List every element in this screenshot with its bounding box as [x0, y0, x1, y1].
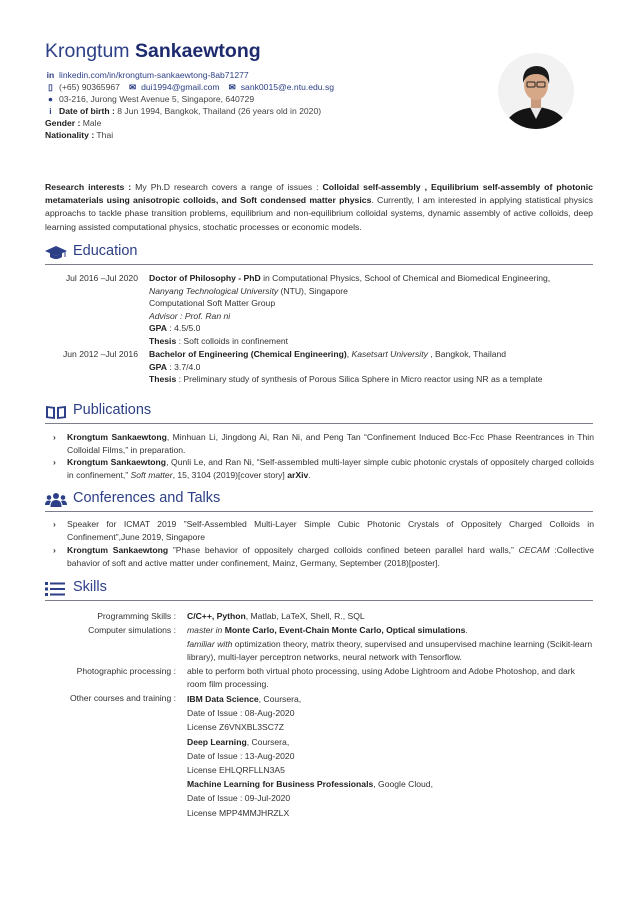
chevron-right-icon: ›	[53, 519, 56, 529]
beng-thesis: : Preliminary study of synthesis of Porous Silica Sphere in Micro reactor using NR as a template	[176, 374, 543, 385]
phd-date: Jul 2016 –Jul 2020	[65, 273, 138, 283]
phd-group: Computational Soft Matter Group	[149, 298, 276, 309]
conference-text: ”Phase behavior of oppositely charged colloids confined beteen parallel hard walls,”	[168, 545, 519, 555]
resume-name	[45, 40, 261, 63]
phd-gpa: : 4.5/5.0	[166, 323, 201, 334]
conference-item	[53, 518, 594, 543]
beng-entry	[149, 348, 597, 386]
familiar-with	[187, 638, 594, 663]
linkedin-icon: in	[46, 70, 55, 80]
phd-entry	[149, 272, 597, 348]
photographic-skills: able to perform both virtual photo processing, using Adobe Lightroom and Adobe Photoshop, and dark room film processing.	[187, 666, 575, 689]
section-title: Publications	[73, 402, 152, 418]
course-date: Date of Issue : 08-Aug-2020	[187, 708, 295, 719]
publication-item: › Krongtum Sankaewtong, Qunli Le, and Ran Ni, “Self-assembled multi-layer simple cubic photonic crystals of oppositely charged colloids in confinement,” Soft matter, 15, 3104 (2019)[cover story] arXiv.	[53, 457, 594, 480]
contact-line	[45, 82, 334, 93]
programming-label: Programming Skills :	[97, 611, 176, 621]
other-courses-label: Other courses and training :	[69, 693, 176, 703]
publication-author: Krongtum Sankaewtong	[67, 432, 167, 442]
phd-university-line	[149, 285, 597, 298]
master-label: master in	[187, 625, 223, 635]
chevron-right-icon: ›	[53, 457, 56, 467]
beng-gpa-line	[149, 361, 597, 374]
users-icon	[45, 492, 67, 508]
publication-item	[53, 431, 594, 456]
course-date: Date of Issue : 09-Jul-2020	[187, 793, 291, 804]
linkedin-link[interactable]: linkedin.com/in/krongtum-sankaewtong-8ab71277	[59, 70, 249, 80]
thesis-label: Thesis	[149, 374, 177, 385]
course-name: Machine Learning for Business Professionals	[187, 779, 374, 790]
thesis-label: Thesis	[149, 335, 177, 346]
beng-university: Kasetsart University	[351, 349, 428, 359]
phd-university: Nanyang Technological University	[149, 285, 279, 296]
computer-simulations: master in Monte Carlo, Event-Chain Monte Carlo, Optical simulations.	[187, 625, 468, 635]
courses-list	[187, 692, 594, 820]
email-icon: ✉	[129, 82, 137, 92]
section-title: Skills	[73, 579, 107, 595]
familiar-label: familiar with	[187, 639, 233, 649]
address: 03-216, Jurong West Avenue 5, Singapore, 640729	[59, 94, 255, 104]
computer-simulations-label: Computer simulations :	[88, 625, 176, 635]
course-item	[187, 735, 594, 749]
course-item	[187, 692, 594, 706]
dob-value: 8 Jun 1994, Bangkok, Thailand (26 years old in 2020)	[117, 106, 322, 116]
photographic-label: Photographic processing :	[76, 666, 176, 676]
list-icon	[45, 581, 67, 597]
course-date: Date of Issue : 13-Aug-2020	[187, 750, 295, 761]
familiar-text: optimization theory, matrix theory, supervised and unsupervised machine learning (Scikit-learn library), multi-layer perceptron networks, neural network with Tensorflow.	[187, 639, 593, 662]
beng-date: Jun 2012 –Jul 2016	[62, 349, 138, 359]
skills-heading	[45, 580, 593, 601]
programming-skills	[187, 610, 594, 623]
conference-text: Speaker for ICMAT 2019 ”Self-Assembled Multi-Layer Simple Cubic Photonic Crystals of Oppositely Charged Colloids in Confinement”,June 2019, Singapore	[67, 519, 594, 542]
email-icon: ✉	[228, 82, 236, 92]
address-line	[45, 94, 254, 105]
course-provider: , Coursera,	[246, 736, 290, 747]
beng-gpa: : 3.7/4.0	[166, 361, 201, 372]
beng-university-rest: , Bangkok, Thailand	[427, 349, 507, 359]
section-title: Conferences and Talks	[73, 490, 221, 506]
course-license: License MPP4MMJHRZLX	[187, 807, 290, 818]
linkedin-line[interactable]	[45, 70, 249, 81]
publication-journal: Soft matter	[130, 469, 173, 480]
conference-item	[53, 544, 594, 569]
last-name: Sankaewtong	[134, 40, 261, 62]
phd-thesis: : Soft colloids in confinement	[176, 335, 289, 346]
publication-text: , Minhuan Li, Jingdong Ai, Ran Ni, and Peng Tan “Confinement Induced Bcc-Fcc Phase Reentrances in Thin Colloidal Films,” in preparation.	[67, 432, 594, 455]
section-title: Education	[73, 243, 138, 259]
research-interests	[45, 181, 593, 234]
email-link-2[interactable]: sank0015@e.ntu.edu.sg	[240, 82, 335, 92]
phd-degree-line	[149, 272, 597, 285]
info-icon: i	[49, 106, 52, 116]
course-provider: , Google Cloud,	[373, 779, 433, 790]
research-intro: My Ph.D research covers a range of issues :	[135, 182, 319, 192]
course-license: License Z6VNXBL3SC7Z	[187, 722, 284, 733]
phd-gpa-line	[149, 322, 597, 335]
phd-field: in Computational Physics, School of Chemical and Biomedical Engineering,	[260, 273, 551, 283]
research-topics: Colloidal self-assembly , Equilibrium self-assembly of photonic metamaterials using anisotropic colloids, and Soft condensed matter physics	[45, 182, 593, 206]
beng-thesis-line	[149, 373, 597, 386]
conference-venue: CECAM	[518, 545, 550, 555]
beng-degree: Bachelor of Engineering (Chemical Engineering)	[149, 349, 347, 359]
phd-advisor: Advisor : Prof. Ran ni	[149, 310, 231, 321]
graduation-cap-icon	[45, 245, 67, 261]
gender-value: Male	[82, 118, 102, 128]
publication-text: , Qunli Le, and Ran Ni, “Self-assembled multi-layer simple cubic photonic crystals of oppositely charged colloids in confinement,”	[67, 457, 594, 480]
nationality-label: Nationality :	[45, 130, 95, 140]
email-link-1[interactable]: dui1994@gmail.com	[141, 82, 220, 92]
conference-author: Krongtum Sankaewtong	[67, 545, 169, 555]
profile-photo	[498, 53, 574, 129]
research-description: . Currently, I am interested in applying statistical physics approachs to tackle phase transition problems, equilibrium and non-equilibrium colloidal systems, dynamic assembly of active colloids, deep learning assisted computational physics, stochatic processes or economic models.	[45, 195, 593, 232]
conferences-heading	[45, 491, 593, 512]
phone-icon: ▯	[48, 82, 53, 92]
chevron-right-icon: ›	[53, 545, 56, 555]
course-item	[187, 777, 594, 791]
phone-number: (+65) 90365967	[59, 82, 120, 92]
course-name: Deep Learning	[187, 736, 247, 747]
phd-degree: Doctor of Philosophy - PhD	[149, 273, 261, 283]
book-icon	[45, 404, 67, 420]
course-provider: , Coursera,	[258, 694, 302, 704]
programming-main: C/C++, Python	[187, 611, 246, 621]
course-license: License EHLQRFLLN3A5	[187, 765, 285, 776]
map-marker-icon: ●	[47, 94, 54, 104]
arxiv-link[interactable]: arXiv	[287, 469, 309, 480]
beng-degree-line: Bachelor of Engineering (Chemical Engineering), Kasetsart University , Bangkok, Thailand	[149, 349, 507, 359]
dob-line	[45, 106, 321, 117]
gpa-label: GPA	[149, 361, 167, 372]
publications-heading	[45, 403, 593, 424]
gpa-label: GPA	[149, 323, 167, 334]
publication-author: Krongtum Sankaewtong	[67, 457, 167, 467]
education-heading	[45, 244, 593, 265]
phd-university-rest: (NTU), Singapore	[278, 285, 348, 296]
first-name: Krongtum	[45, 40, 130, 62]
phd-thesis-line	[149, 335, 597, 348]
gender-label: Gender :	[45, 118, 81, 128]
research-label: Research interests :	[45, 182, 132, 192]
conference-details: :Collective bahavior of soft and active matter under confinement, Mainz, Germany, September (2018)[poster].	[67, 545, 594, 568]
dob-label: Date of birth :	[59, 106, 115, 116]
nationality-line	[45, 130, 113, 141]
gender-line	[45, 118, 101, 129]
programming-other: , Matlab, LaTeX, Shell, R., SQL	[245, 611, 365, 621]
course-name: IBM Data Science	[187, 694, 259, 704]
chevron-right-icon: ›	[53, 432, 56, 442]
simulation-methods: Monte Carlo, Event-Chain Monte Carlo, Optical simulations	[224, 625, 466, 635]
publication-details: , 15, 3104 (2019)[cover story]	[172, 469, 288, 480]
nationality-value: Thai	[96, 130, 114, 140]
